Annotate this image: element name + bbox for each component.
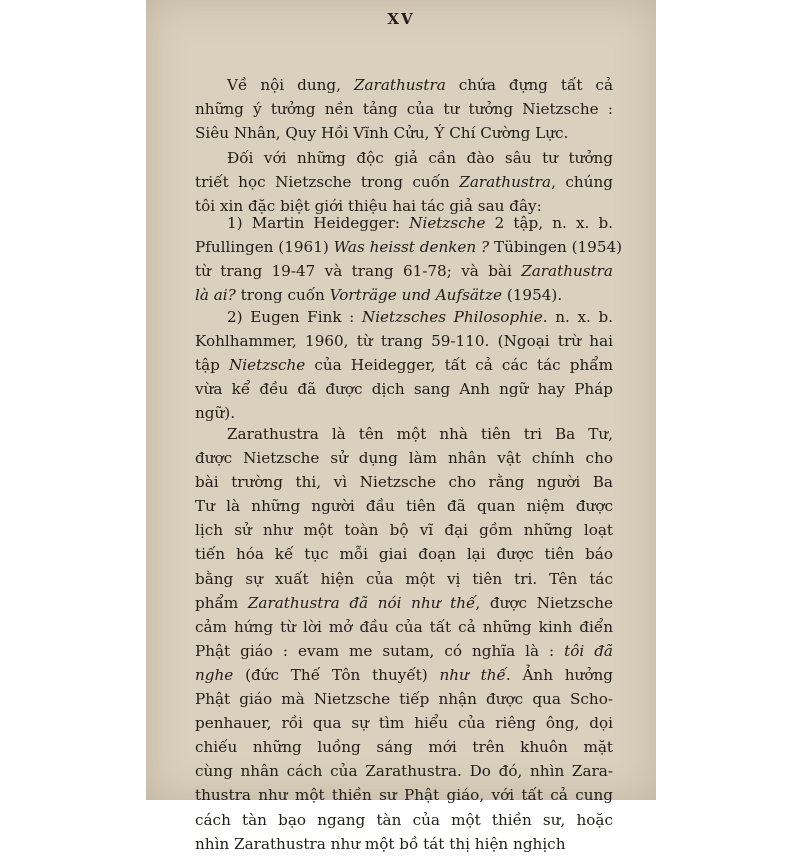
text-run: Phật giáo mà Nietzsche tiếp nhận được qua Scho- — [195, 690, 613, 709]
text-line — [195, 518, 613, 542]
text-run: lịch sử như một toàn bộ vĩ đại gồm những loạt — [195, 521, 613, 540]
text-run: nhìn Zarathustra như một bồ tát thị hiện nghịch — [195, 834, 566, 853]
text-line — [195, 422, 613, 446]
text-run: tiến hóa kế tục mỗi giai đoạn lại được tiên báo — [195, 545, 613, 564]
text-line — [195, 832, 613, 856]
text-line — [195, 759, 613, 783]
text-run: phẩm — [195, 593, 248, 612]
text-line — [195, 783, 613, 807]
text-run: , chúng — [551, 173, 613, 192]
text-line — [195, 567, 613, 591]
text-run: Tư là những người đầu tiên đã quan niệm được — [195, 497, 613, 516]
paragraph-heidegger — [195, 211, 623, 307]
text-run: cùng nhân cách của Zarathustra. Do đó, nhìn Zara- — [195, 762, 613, 781]
text-run: ngữ). — [195, 404, 236, 423]
text-run: cảm hứng từ lời mở đầu của tất cả những kinh điển — [195, 617, 613, 636]
text-line — [195, 711, 613, 735]
text-run: cách tàn bạo ngang tàn của một thiền sư, hoặc — [195, 810, 613, 829]
text-run: trong cuốn — [235, 286, 330, 305]
text-line — [195, 283, 613, 307]
book-page — [146, 0, 656, 853]
italic-text: Nietzsche — [409, 214, 486, 232]
text-line — [195, 353, 613, 377]
text-run: Tübingen (1954) — [489, 238, 623, 257]
italic-text: Nietzsche — [228, 356, 306, 375]
text-line — [195, 591, 613, 615]
text-line — [195, 305, 613, 329]
italic-text: Zarathustra đã nói như thế — [247, 593, 476, 612]
text-run: bằng sự xuất hiện của một vị tiên tri. Tên tác — [195, 569, 613, 588]
text-run: (1954). — [502, 286, 563, 305]
text-line — [195, 377, 613, 401]
text-run: Về nội dung, — [227, 76, 354, 94]
text-run: chiếu những luồng sáng mới trên khuôn mặt — [195, 738, 613, 757]
text-run: từ trang 19-47 và trang 61-78; và bài — [195, 262, 522, 281]
text-run: Kohlhammer, 1960, từ trang 59-110. (Ngoại trừ hai — [195, 332, 613, 351]
paragraph-fink — [195, 305, 613, 425]
text-run: . Ảnh hưởng — [505, 665, 613, 684]
text-line — [195, 663, 613, 687]
text-run: (đức Thế Tôn thuyết) — [233, 665, 440, 684]
italic-text: nghe — [195, 665, 234, 684]
italic-text: như thế — [439, 665, 506, 684]
text-run: vừa kể đều đã được dịch sang Anh ngữ hay Pháp — [195, 380, 613, 399]
text-run: của Heidegger, tất cả các tác phẩm — [305, 356, 613, 375]
text-run: chứa đựng tất cả — [445, 76, 613, 94]
text-line — [195, 170, 613, 194]
italic-text: là ai? — [195, 286, 236, 305]
text-line — [195, 259, 613, 283]
italic-text: Was heisst denken ? — [333, 238, 490, 257]
text-line — [195, 494, 613, 518]
text-run: triết học Nietzsche trong cuốn — [195, 173, 460, 192]
text-line — [195, 615, 613, 639]
text-run: . n. x. b. — [542, 308, 613, 326]
text-run: , được Nietzsche — [475, 593, 613, 612]
page-number: XV — [387, 10, 415, 28]
paragraph-content — [195, 73, 613, 145]
text-run: penhauer, rồi qua sự tìm hiểu của riêng ông, dọi — [195, 714, 613, 733]
text-run: Phật giáo : evam me sutam, có nghĩa là : — [195, 641, 565, 660]
text-run: thustra như một thiền sư Phật giáo, với tất cả cung — [195, 786, 613, 805]
text-line — [195, 329, 613, 353]
text-run: Đối với những độc giả cần đào sâu tư tưởng — [227, 149, 613, 167]
text-run: 2 tập, n. x. b. — [485, 214, 613, 232]
italic-text: Vorträge und Aufsätze — [329, 286, 503, 305]
text-line — [195, 687, 613, 711]
text-line — [195, 235, 623, 259]
text-line — [195, 735, 613, 759]
text-run: những ý tưởng nền tảng của tư tưởng Nietzsche : — [195, 100, 613, 119]
text-run: Pfullingen (1961) — [195, 238, 334, 257]
italic-text: Zarathustra — [459, 173, 552, 192]
italic-text: Nietzsches Philosophie — [361, 308, 543, 326]
text-line — [195, 470, 613, 494]
text-line — [195, 121, 613, 145]
text-line — [195, 639, 613, 663]
italic-text: Zarathustra — [521, 262, 613, 281]
text-line — [195, 73, 613, 97]
text-run: được Nietzsche sử dụng làm nhân vật chính cho — [195, 449, 613, 468]
paragraph-readers — [195, 146, 613, 218]
text-run: tôi xin đặc biệt giới thiệu hai tác giả sau đây: — [195, 197, 542, 216]
text-line — [195, 97, 613, 121]
italic-text: tôi đã — [564, 641, 613, 660]
text-line — [195, 542, 613, 566]
text-line — [195, 808, 613, 832]
text-run: 2) Eugen Fink : — [227, 308, 362, 326]
text-run: 1) Martin Heidegger: — [227, 214, 410, 232]
text-run: Siêu Nhân, Quy Hồi Vĩnh Cửu, Ý Chí Cường Lực. — [195, 124, 569, 143]
italic-text: Zarathustra — [353, 76, 446, 94]
paragraph-zarathustra — [195, 422, 613, 856]
text-run: bài trường thi, vì Nietzsche cho rằng người Ba — [195, 473, 613, 492]
text-line — [195, 211, 613, 235]
text-line — [195, 146, 613, 170]
text-run: Zarathustra là tên một nhà tiên tri Ba Tư, — [227, 425, 613, 443]
text-line — [195, 446, 613, 470]
text-run: tập — [195, 356, 229, 375]
